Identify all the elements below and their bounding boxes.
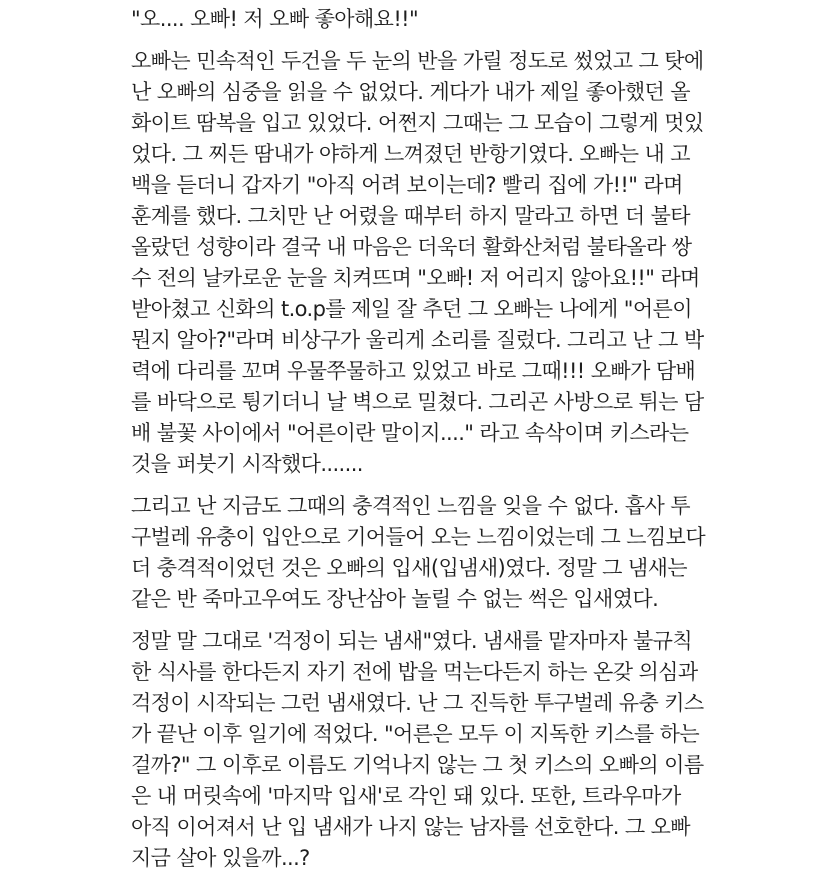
- text-line: 구벌레 유충이 입안으로 기어들어 오는 느낌이었는데 그 느낌보다: [131, 525, 706, 549]
- text-line: 뭔지 알아?"라며 비상구가 울리게 소리를 질렀다. 그리고 난 그 박: [131, 328, 704, 352]
- text-line: 것을 퍼붓기 시작했다.......: [131, 452, 363, 476]
- paragraph-spacer: [131, 35, 821, 46]
- text-line: 한 식사를 한다든지 자기 전에 밥을 먹는다든지 하는 온갖 의심과: [131, 660, 698, 684]
- text-line: 받아쳤고 신화의 t.o.p를 제일 잘 추던 그 오빠는 나에게 "어른이: [131, 297, 692, 321]
- text-line: 오빠는 민속적인 두건을 두 눈의 반을 가릴 정도로 썼었고 그 탓에: [131, 49, 704, 73]
- paragraph-1: [131, 4, 821, 35]
- text-line: "오.... 오빠! 저 오빠 좋아해요!!": [131, 7, 419, 31]
- text-line: 를 바닥으로 튕기더니 날 벽으로 밀쳤다. 그리곤 사방으로 튀는 담: [131, 390, 704, 414]
- text-line: 정말 말 그대로 '걱정이 되는 냄새"였다. 냄새를 맡자마자 불규칙: [131, 629, 693, 653]
- text-line: 그리고 난 지금도 그때의 충격적인 느낌을 잊을 수 없다. 흡사 투: [131, 494, 690, 518]
- text-line: 수 전의 날카로운 눈을 치켜뜨며 "오빠! 저 어리지 않아요!!" 라며: [131, 266, 700, 290]
- text-line: 더 충격적이었던 것은 오빠의 입새(입냄새)였다. 정말 그 냄새는: [131, 556, 687, 580]
- text-line: 훈계를 했다. 그치만 난 어렸을 때부터 하지 말라고 하면 더 불타: [131, 204, 690, 228]
- text-line: 백을 듣더니 갑자기 "아직 어려 보이는데? 빨리 집에 가!!" 라며: [131, 173, 683, 197]
- paragraph-spacer: [131, 615, 821, 626]
- text-line: 화이트 땀복을 입고 있었다. 어쩐지 그때는 그 모습이 그렇게 멋있: [131, 111, 704, 135]
- text-line: 가 끝난 이후 일기에 적었다. "어른은 모두 이 지독한 키스를 하는: [131, 722, 700, 746]
- text-line: 올랐던 성향이라 결국 내 마음은 더욱더 활화산처럼 불타올라 쌍: [131, 235, 692, 259]
- text-line: 걸까?" 그 이후로 이름도 기억나지 않는 그 첫 키스의 오빠의 이름: [131, 753, 704, 777]
- text-line: 같은 반 죽마고우여도 장난삼아 놀릴 수 없는 썩은 입새였다.: [131, 587, 659, 611]
- text-line: 아직 이어져서 난 입 냄새가 나지 않는 남자를 선호한다. 그 오빠: [131, 815, 690, 839]
- text-line: 력에 다리를 꼬며 우물쭈물하고 있었고 바로 그때!!! 오빠가 담배: [131, 359, 696, 383]
- paragraph-4: [131, 626, 821, 874]
- text-line: 지금 살아 있을까...?: [131, 846, 310, 870]
- text-line: 난 오빠의 심중을 읽을 수 없었다. 게다가 내가 제일 좋아했던 올: [131, 80, 690, 104]
- paragraph-spacer: [131, 480, 821, 491]
- paragraph-2: [131, 46, 821, 480]
- document-body: [131, 4, 821, 874]
- text-line: 었다. 그 찌든 땀내가 야하게 느껴졌던 반항기였다. 오빠는 내 고: [131, 142, 690, 166]
- text-line: 걱정이 시작되는 그런 냄새였다. 난 그 진득한 투구벌레 유충 키스: [131, 691, 704, 715]
- text-line: 은 내 머릿속에 '마지막 입새'로 각인 돼 있다. 또한, 트라우마가: [131, 784, 681, 808]
- text-line: 배 불꽃 사이에서 "어른이란 말이지...." 라고 속삭이며 키스라는: [131, 421, 689, 445]
- paragraph-3: [131, 491, 821, 615]
